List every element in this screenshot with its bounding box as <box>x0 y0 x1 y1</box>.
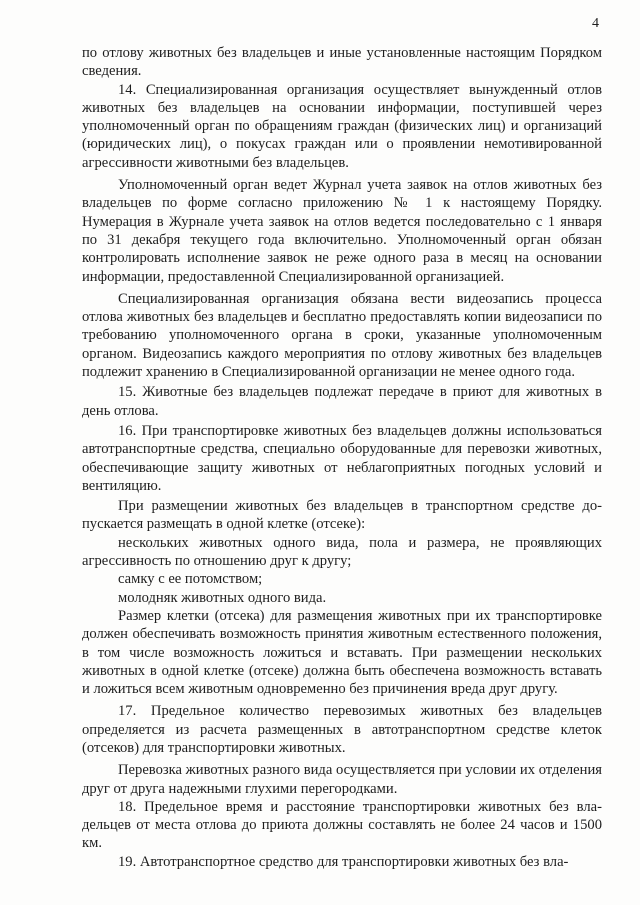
paragraph-continuation: по отлову животных без владельцев и иные установленные настоящим Порядком сведения. <box>82 45 602 80</box>
paragraph-journal: Уполномоченный орган ведет Журнал учета заявок на отлов животных без владельцев по форме согласно приложению № 1 к настоящему Порядку. Нумерация в Журнале учета заявок на отлов ведется последовательно с 1 января по 31 декабря текущего года включительно. Уполномоченный орган обязан контролировать исполнение заявок не реже одного раза в месяц на основании информации, предоставленной Специализированной организацией. <box>82 177 602 285</box>
list-item-young-animals: молодняк животных одного вида. <box>118 589 327 606</box>
paragraph-17: 17. Предельное количество перевозимых животных без владельцев определяется из расчета размещенных в автотранспортном средстве клеток (отсеков) для транспортировки животных. <box>82 703 602 756</box>
list-item-same-species: нескольких животных одного вида, пола и размера, не проявляющих агрессивность по отношению друг к другу; <box>82 534 602 570</box>
paragraph-14: 14. Специализированная организация осуществляет вынужденный отлов животных без владельцев на основании информации, поступившей через уполномоченный орган по обращениям граждан (физических лиц) и организаций (юридических лиц), о покусах граждан или о проявлении немотивированной агрессивности животными без владельцев. <box>82 81 602 171</box>
list-item-female-with-offspring: самку с ее потомством; <box>118 571 263 588</box>
paragraph-16: 16. При транспортировке животных без владельцев должны использоваться автотранспортные средства, специально оборудованные для перевозки животных, обеспечивающие защиту животных от неблагоприятных погодных условий и вентиляцию. <box>82 422 602 494</box>
paragraph-19: 19. Автотранспортное средство для транспортировки животных без вла- <box>118 853 569 870</box>
paragraph-18: 18. Предельное время и расстояние транспортировки животных без владельцев от места отлова до приюта должны составлять не более 24 часов и 1500 км. <box>82 798 602 852</box>
document-body <box>82 44 602 871</box>
paragraph-cage-size: Размер клетки (отсека) для размещения животных при их транспортировке должен обеспечивать возможность принятия животным естественного положения, в том числе возможность ложиться и вставать. При размещении нескольких животных в одной клетке (отсеке) должна быть обеспечена возможность вставать и ложиться всем животным одновременно без причинения вреда друг другу. <box>82 607 602 698</box>
page-number: 4 <box>592 16 599 31</box>
paragraph-video-recording: Специализированная организация обязана вести видеозапись процесса отлова животных без владельцев и бесплатно предоставлять копии видеозаписи по требованию уполномоченного органа в сроки, указанные уполномоченным органом. Видеозапись каждого мероприятия по отлову животных без владельцев подлежит хранению в Специализированной организации не менее одного года. <box>82 290 602 381</box>
paragraph-15: 15. Животные без владельцев подлежат передаче в приют для животных в день отлова. <box>82 384 602 419</box>
paragraph-different-species: Перевозка животных разного вида осуществляется при условии их отделения друг от друга надежными глухими перегородками. <box>82 762 602 797</box>
paragraph-placement: При размещении животных без владельцев в транспортном средстве допускается размещать в одной клетке (отсеке): <box>82 498 602 533</box>
